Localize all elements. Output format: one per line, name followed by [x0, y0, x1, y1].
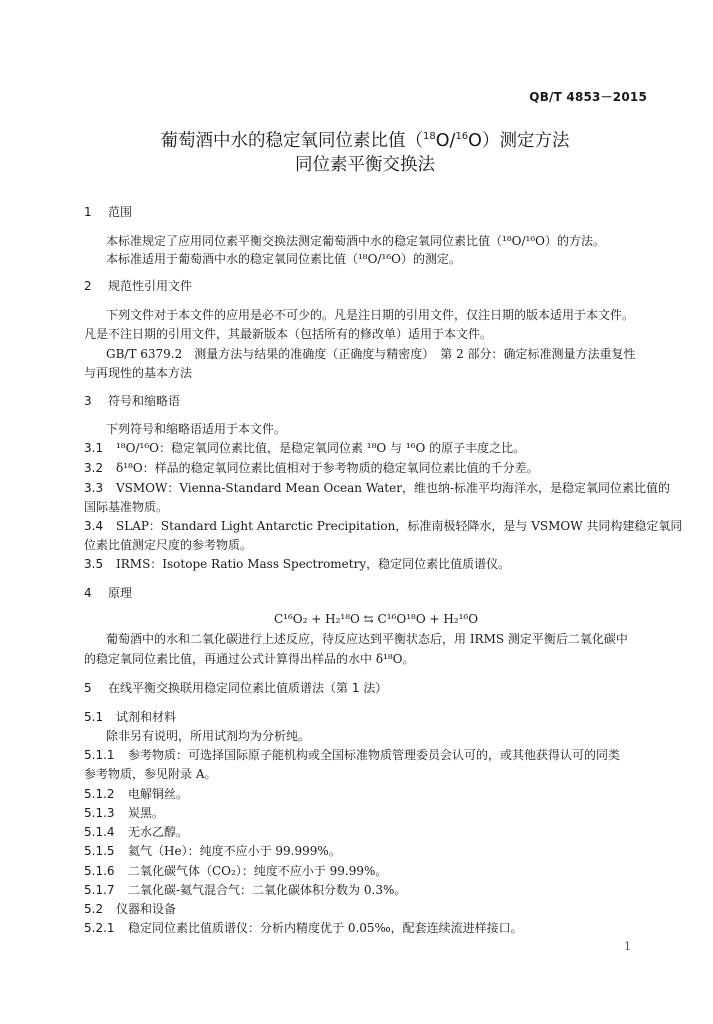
subsection-5-1-heading	[84, 711, 176, 723]
item-number: 5.1.4	[84, 825, 115, 839]
item-text: 电解铜丝。	[128, 787, 189, 801]
document-title-line1	[80, 133, 650, 151]
subsection-5-2-heading	[84, 903, 176, 915]
section-number: 4	[84, 586, 92, 600]
section-number: 2	[84, 279, 92, 293]
item-text: 氦气（He）：纯度不应小于 99.999%。	[128, 844, 341, 858]
section-title: 规范性引用文件	[108, 279, 193, 293]
paragraph: 的稳定氧同位素比值，再通过公式计算得出样品的水中 δ¹⁸O。	[84, 652, 415, 666]
definition-item	[84, 482, 670, 494]
paragraph: 本标准适用于葡萄酒中水的稳定氧同位素比值（¹⁸O/¹⁶O）的测定。	[106, 252, 461, 266]
section-title: 原理	[108, 586, 133, 600]
item-continuation: 位素比值测定尺度的参考物质。	[84, 538, 253, 552]
section-number: 3	[84, 394, 92, 408]
section-number: 1	[84, 205, 92, 219]
item-number: 3.3	[84, 481, 104, 495]
section-title: 仪器和设备	[116, 902, 177, 916]
paragraph: 下列文件对于本文件的应用是必不可少的。凡是注日期的引用文件，仅注日期的版本适用于本文件。	[106, 308, 635, 322]
section-4-heading	[84, 587, 132, 599]
reaction-equation: C¹⁶O₂ + H₂¹⁸O ⇆ C¹⁶O¹⁸O + H₂¹⁶O	[274, 612, 479, 626]
list-item	[84, 788, 188, 800]
item-number: 5.1	[84, 710, 104, 724]
section-title: 试剂和材料	[116, 710, 177, 724]
title-text-a: 葡萄酒中水的稳定氧同位素比值（	[160, 131, 424, 151]
title-text-c: O）测定方法	[468, 131, 570, 151]
item-text: 炭黑。	[128, 806, 165, 820]
list-item	[84, 922, 523, 934]
section-2-heading	[84, 280, 192, 292]
item-number: 5.1.7	[84, 883, 115, 897]
item-text: 二氧化碳气体（CO₂）：纯度不应小于 99.99%。	[128, 864, 388, 878]
item-continuation: 国际基准物质。	[84, 500, 169, 514]
item-number: 5.1.6	[84, 864, 115, 878]
item-text: SLAP：Standard Light Antarctic Precipitation，标准南极轻降水，是与 VSMOW 共同构建稳定氧同	[116, 519, 683, 533]
definition-item	[84, 520, 682, 532]
definition-item	[84, 558, 510, 570]
section-number: 5	[84, 681, 92, 695]
normative-reference: GB/T 6379.2 测量方法与结果的准确度（正确度与精密度） 第 2 部分：确定标准测量方法重复性	[106, 347, 636, 361]
document-title-line2: 同位素平衡交换法	[295, 155, 435, 175]
section-5-heading	[84, 682, 387, 694]
section-1-heading	[84, 206, 132, 218]
paragraph: 本标准规定了应用同位素平衡交换法测定葡萄酒中水的稳定氧同位素比值（¹⁸O/¹⁶O）的方法。	[106, 234, 605, 248]
item-number: 5.1.2	[84, 787, 115, 801]
item-text: 二氧化碳-氦气混合气：二氧化碳体积分数为 0.3%。	[128, 883, 407, 897]
definition-item	[84, 442, 525, 454]
item-text: 无水乙醇。	[128, 825, 189, 839]
item-number: 5.1.5	[84, 844, 115, 858]
paragraph: 葡萄酒中的水和二氧化碳进行上述反应，待反应达到平衡状态后，用 IRMS 测定平衡后二氧化碳中	[106, 632, 628, 646]
item-continuation: 参考物质，参见附录 A。	[84, 767, 217, 781]
item-number: 3.5	[84, 557, 104, 571]
paragraph: 凡是不注日期的引用文件，其最新版本（包括所有的修改单）适用于本文件。	[84, 327, 493, 341]
list-item	[84, 807, 164, 819]
item-number: 5.2	[84, 902, 104, 916]
normative-reference: 与再现性的基本方法	[84, 366, 193, 380]
paragraph: 除非另有说明，所用试剂均为分析纯。	[106, 729, 311, 743]
standard-code: QB/T 4853－2015	[529, 90, 647, 104]
paragraph: 下列符号和缩略语适用于本文件。	[106, 422, 287, 436]
item-text: δ¹⁸O：样品的稳定氧同位素比值相对于参考物质的稳定氧同位素比值的千分差。	[116, 461, 539, 475]
title-isotope-18: 18	[423, 131, 436, 142]
item-number: 5.1.3	[84, 806, 115, 820]
page-number: 1	[624, 940, 631, 953]
item-number: 3.4	[84, 519, 104, 533]
section-title: 在线平衡交换联用稳定同位素比值质谱法（第 1 法）	[108, 681, 388, 695]
item-number: 5.1.1	[84, 748, 115, 762]
section-title: 符号和缩略语	[108, 394, 181, 408]
item-text: 参考物质：可选择国际原子能机构或全国标准物质管理委员会认可的，或其他获得认可的同类	[128, 748, 621, 762]
item-text: 稳定同位素比值质谱仪：分析内精度优于 0.05‰，配套连续流进样接口。	[128, 921, 523, 935]
item-text: ¹⁸O/¹⁶O：稳定氧同位素比值，是稳定氧同位素 ¹⁸O 与 ¹⁶O 的原子丰度之比。	[116, 441, 526, 455]
item-number: 3.1	[84, 441, 104, 455]
item-number: 3.2	[84, 461, 104, 475]
list-item	[84, 865, 387, 877]
definition-item	[84, 462, 539, 474]
item-text: IRMS：Isotope Ratio Mass Spectrometry，稳定同位素比值质谱仪。	[116, 557, 511, 571]
list-item	[84, 845, 341, 857]
list-item	[84, 884, 406, 896]
title-isotope-16: 16	[455, 131, 469, 142]
item-text: VSMOW：Vienna-Standard Mean Ocean Water，维也纳-标准平均海洋水，是稳定氧同位素比值的	[116, 481, 671, 495]
list-item	[84, 826, 188, 838]
list-item	[84, 749, 620, 761]
item-number: 5.2.1	[84, 921, 115, 935]
section-title: 范围	[108, 205, 133, 219]
section-3-heading	[84, 395, 180, 407]
title-text-b: O/	[435, 131, 456, 151]
